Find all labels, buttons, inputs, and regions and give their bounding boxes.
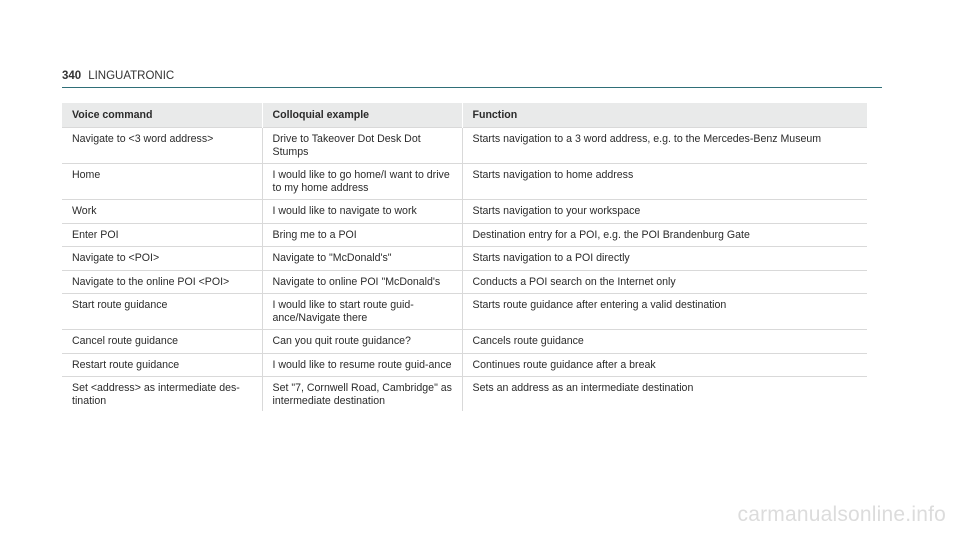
voice-command-cell: Start route guidance (62, 294, 262, 330)
table-row (62, 200, 867, 224)
voice-command-cell: Navigate to <3 word address> (62, 128, 262, 164)
table-row (62, 377, 867, 412)
voice-command-cell: Enter POI (62, 223, 262, 247)
colloquial-example-cell: Navigate to online POI "McDonald's (262, 270, 462, 294)
function-cell: Starts navigation to a POI directly (462, 247, 867, 271)
table-row (62, 223, 867, 247)
section-title: LINGUATRONIC (88, 70, 175, 82)
function-cell: Sets an address as an intermediate destination (462, 377, 867, 412)
voice-command-cell: Work (62, 200, 262, 224)
voice-command-cell: Navigate to the online POI <POI> (62, 270, 262, 294)
page-number: 340 (62, 70, 82, 82)
function-cell: Starts navigation to your workspace (462, 200, 867, 224)
column-header-function: Function (462, 103, 867, 128)
table-row (62, 128, 867, 164)
table-row (62, 164, 867, 200)
voice-command-cell: Restart route guidance (62, 353, 262, 377)
colloquial-example-cell: Set "7, Cornwell Road, Cambridge" as intermediate destination (262, 377, 462, 412)
watermark-text: carmanualsonline.info (737, 503, 946, 526)
table-row (62, 247, 867, 271)
function-cell: Starts route guidance after entering a valid destination (462, 294, 867, 330)
voice-command-cell: Home (62, 164, 262, 200)
header-divider (62, 87, 882, 88)
function-cell: Conducts a POI search on the Internet only (462, 270, 867, 294)
colloquial-example-cell: I would like to start route guid-ance/Navigate there (262, 294, 462, 330)
table-row (62, 270, 867, 294)
column-header-voice-command: Voice command (62, 103, 262, 128)
colloquial-example-cell: I would like to go home/I want to drive to my home address (262, 164, 462, 200)
voice-command-cell: Navigate to <POI> (62, 247, 262, 271)
page-header (62, 70, 174, 82)
colloquial-example-cell: I would like to navigate to work (262, 200, 462, 224)
voice-command-cell: Cancel route guidance (62, 330, 262, 354)
colloquial-example-cell: I would like to resume route guid-ance (262, 353, 462, 377)
colloquial-example-cell: Drive to Takeover Dot Desk Dot Stumps (262, 128, 462, 164)
function-cell: Continues route guidance after a break (462, 353, 867, 377)
function-cell: Destination entry for a POI, e.g. the POI Brandenburg Gate (462, 223, 867, 247)
voice-command-cell: Set <address> as intermediate des-tination (62, 377, 262, 412)
colloquial-example-cell: Can you quit route guidance? (262, 330, 462, 354)
function-cell: Starts navigation to home address (462, 164, 867, 200)
function-cell: Starts navigation to a 3 word address, e.g. to the Mercedes-Benz Museum (462, 128, 867, 164)
column-header-colloquial-example: Colloquial example (262, 103, 462, 128)
function-cell: Cancels route guidance (462, 330, 867, 354)
table-row (62, 294, 867, 330)
table-row (62, 353, 867, 377)
colloquial-example-cell: Navigate to "McDonald's" (262, 247, 462, 271)
table-row (62, 330, 867, 354)
table-header-row (62, 103, 867, 128)
voice-command-table (62, 103, 868, 411)
colloquial-example-cell: Bring me to a POI (262, 223, 462, 247)
